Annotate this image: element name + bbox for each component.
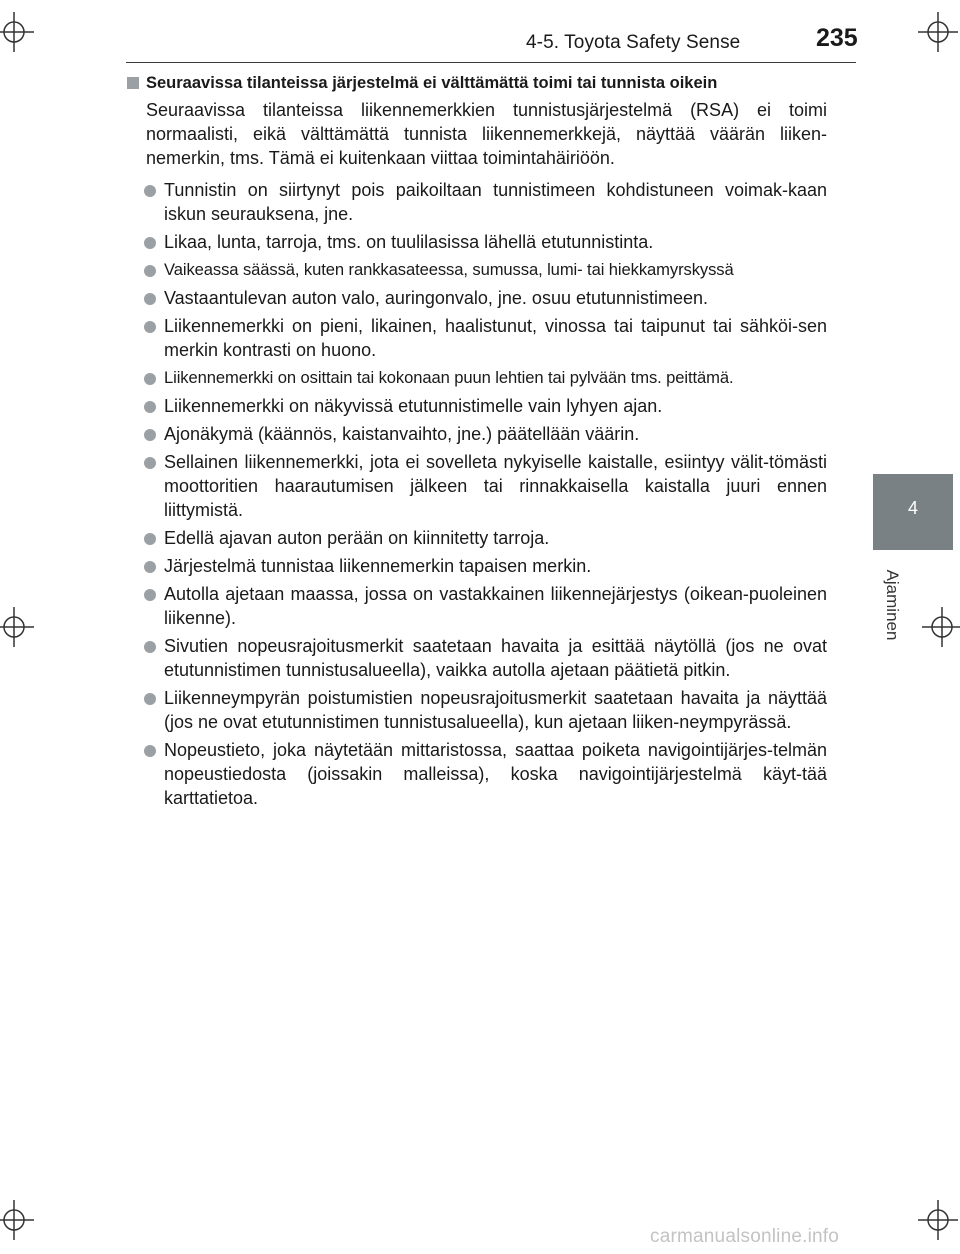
list-item xyxy=(127,258,827,282)
list-item-text: Edellä ajavan auton perään on kiinnitetty tarroja. xyxy=(164,528,550,548)
crop-mark-icon xyxy=(0,12,34,52)
list-item-text: Autolla ajetaan maassa, jossa on vastakkainen liikennejärjestys (oikean-puoleinen liikenne). xyxy=(164,584,827,628)
list-item xyxy=(127,286,827,310)
list-item xyxy=(127,366,827,390)
list-item-text: Tunnistin on siirtynyt pois paikoiltaan tunnistimeen kohdistuneen voimak-kaan iskun seurauksena, jne. xyxy=(164,180,827,224)
list-item-text: Vaikeassa säässä, kuten rankkasateessa, sumussa, lumi- tai hiekkamyrskyssä xyxy=(164,260,734,279)
main-content xyxy=(127,72,827,814)
list-item xyxy=(127,450,827,522)
list-item xyxy=(127,178,827,226)
list-item xyxy=(127,738,827,810)
bullet-dot-icon xyxy=(144,373,156,385)
list-item-text: Liikennemerkki on näkyvissä etutunnistimelle vain lyhyen ajan. xyxy=(164,396,663,416)
bullet-dot-icon xyxy=(144,237,156,249)
crop-mark-icon xyxy=(922,607,960,647)
list-item xyxy=(127,526,827,550)
list-item xyxy=(127,394,827,418)
list-item xyxy=(127,314,827,362)
bullet-dot-icon xyxy=(144,693,156,705)
list-item-text: Liikenneympyrän poistumistien nopeusrajoitusmerkit saatetaan havaita ja näyttää (jos ne ovat etutunnistimen tunnistusalueella), kun ajetaan liiken-neympyrässä. xyxy=(164,688,827,732)
section-heading xyxy=(127,72,827,94)
bullet-dot-icon xyxy=(144,265,156,277)
list-item-text: Likaa, lunta, tarroja, tms. on tuulilasissa lähellä etutunnistinta. xyxy=(164,232,654,252)
list-item xyxy=(127,634,827,682)
bullet-dot-icon xyxy=(144,589,156,601)
chapter-label-box xyxy=(872,560,912,650)
list-item-text: Ajonäkymä (käännös, kaistanvaihto, jne.) päätellään väärin. xyxy=(164,424,640,444)
section-title: 4-5. Toyota Safety Sense xyxy=(526,32,741,53)
list-item-text: Sivutien nopeusrajoitusmerkit saatetaan havaita ja esittää näytöllä (jos ne ovat etutunnistimen tunnistusalueella), vaikka autolla ajetaan päätietä pitkin. xyxy=(164,636,827,680)
bullet-dot-icon xyxy=(144,401,156,413)
list-item xyxy=(127,230,827,254)
section-heading-text: Seuraavissa tilanteissa järjestelmä ei välttämättä toimi tai tunnista oikein xyxy=(146,74,718,92)
bullet-dot-icon xyxy=(144,185,156,197)
header-divider xyxy=(126,62,856,63)
list-item xyxy=(127,582,827,630)
list-item-text: Liikennemerkki on pieni, likainen, haalistunut, vinossa tai taipunut tai sähköi-sen merkin kontrasti on huono. xyxy=(164,316,827,360)
crop-mark-icon xyxy=(918,12,958,52)
chapter-number: 4 xyxy=(907,498,918,518)
crop-mark-icon xyxy=(0,607,34,647)
page-number: 235 xyxy=(816,24,858,52)
bullet-dot-icon xyxy=(144,321,156,333)
crop-mark-icon xyxy=(918,1200,958,1240)
watermark: carmanualsonline.info xyxy=(650,1226,840,1247)
bullet-dot-icon xyxy=(144,641,156,653)
list-item-text: Vastaantulevan auton valo, auringonvalo, jne. osuu etutunnistimeen. xyxy=(164,288,709,308)
bullet-dot-icon xyxy=(144,745,156,757)
bullet-dot-icon xyxy=(144,457,156,469)
square-bullet-icon xyxy=(127,77,139,89)
condition-list xyxy=(127,178,827,810)
crop-mark-icon xyxy=(0,1200,34,1240)
list-item xyxy=(127,422,827,446)
list-item-text: Nopeustieto, joka näytetään mittaristossa, saattaa poiketa navigointijärjes-telmän nopeustiedosta (joissakin malleissa), koska navigointijärjestelmä käyt-tää karttatietoa. xyxy=(164,740,827,808)
bullet-dot-icon xyxy=(144,533,156,545)
intro-paragraph: Seuraavissa tilanteissa liikennemerkkien tunnistusjärjestelmä (RSA) ei toimi normaalisti, eikä välttämättä tunnista liikennemerkkejä, näyttää väärän liiken-nemerkin, tms. Tämä ei kuitenkaan viittaa toimintahäiriöön. xyxy=(146,100,827,168)
bullet-dot-icon xyxy=(144,429,156,441)
list-item xyxy=(127,554,827,578)
bullet-dot-icon xyxy=(144,561,156,573)
chapter-tab xyxy=(873,474,953,550)
bullet-dot-icon xyxy=(144,293,156,305)
list-item-text: Sellainen liikennemerkki, jota ei sovelleta nykyiselle kaistalle, esiintyy välit-tömästi moottoritien haarautumisen jälkeen tai rinnakkaisella kaistalla juuri ennen liittymistä. xyxy=(164,452,827,520)
list-item xyxy=(127,686,827,734)
chapter-label: Ajaminen xyxy=(883,569,902,641)
list-item-text: Liikennemerkki on osittain tai kokonaan puun lehtien tai pylvään tms. peittämä. xyxy=(164,368,734,387)
list-item-text: Järjestelmä tunnistaa liikennemerkin tapaisen merkin. xyxy=(164,556,592,576)
